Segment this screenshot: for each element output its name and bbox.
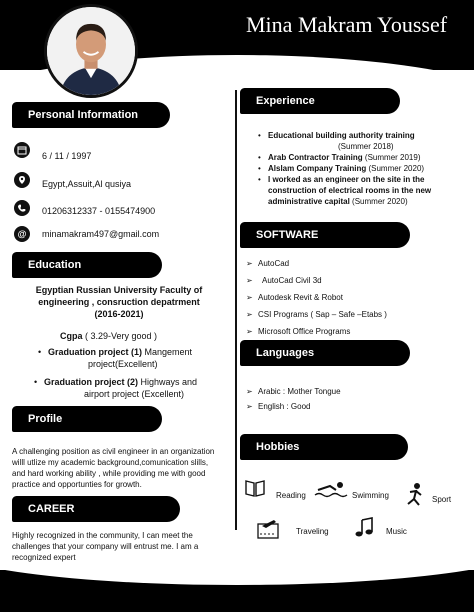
- section-software: SOFTWARE: [240, 222, 410, 248]
- runner-icon: [402, 482, 426, 508]
- phone-icon: [14, 200, 30, 216]
- software-item: ➢ Autodesk Revit & Robot: [258, 292, 458, 303]
- experience-title: Alslam Company Training: [268, 164, 367, 173]
- airplane-icon: [256, 516, 282, 540]
- profile-photo: [44, 4, 138, 98]
- software-item: ➢ AutoCad: [258, 258, 458, 269]
- gp2-value-2: airport project (Excellent): [84, 389, 185, 399]
- gp2-label: Graduation project (2): [44, 377, 139, 387]
- software-item: ➢ CSI Programs ( Sap – Safe –Etabs ): [258, 309, 458, 320]
- phone: 01206312337 - 0155474900: [42, 206, 156, 216]
- hobby-music: Music: [386, 527, 407, 536]
- section-profile: Profile: [12, 406, 162, 432]
- graduation-project-1: [48, 346, 228, 370]
- person-name: Mina Makram Youssef: [246, 12, 448, 37]
- gp1-value: Mangement: [144, 347, 193, 357]
- hobby-swimming: Swimming: [352, 491, 389, 500]
- career-line-1: Highly recognized in the community, I can meet the: [12, 531, 193, 540]
- gpa-value: ( 3.29-Very good ): [85, 331, 158, 341]
- experience-item: [268, 130, 464, 152]
- software-list: [258, 258, 458, 337]
- education-line-2: engineering , consruction depatrment: [38, 297, 200, 307]
- gp1-value-2: project(Excellent): [88, 359, 158, 369]
- section-career: CAREER: [12, 496, 180, 522]
- address: Egypt,Assuit,Al qusiya: [42, 179, 132, 189]
- profile-line-4: practice and opportunties for growth.: [12, 480, 142, 489]
- experience-title: I worked as an engineer on the site in the: [268, 175, 425, 184]
- experience-title: Educational building authority training: [268, 131, 415, 140]
- section-experience: Experience: [240, 88, 400, 114]
- experience-date: (Summer 2018): [338, 142, 394, 151]
- music-icon: [354, 516, 376, 540]
- software-item: ➢ Microsoft Office Programs: [258, 326, 458, 337]
- career-text: [12, 530, 226, 563]
- profile-text: [12, 446, 226, 490]
- experience-title-line-2: construction of electrical rooms in the new: [268, 186, 432, 195]
- career-line-3: recognized expert: [12, 553, 76, 562]
- languages-list: [258, 386, 458, 412]
- calendar-icon: [14, 142, 30, 158]
- section-personal-information: Personal Information: [12, 102, 170, 128]
- software-item: ➢ AutoCad Civil 3d: [258, 275, 458, 286]
- education-gpa: [60, 330, 157, 342]
- gpa-label: Cgpa: [60, 331, 83, 341]
- language-item: ➢ Arabic : Mother Tongue: [258, 386, 458, 397]
- experience-date: (Summer 2019): [364, 153, 421, 162]
- section-education: Education: [12, 252, 162, 278]
- education-line-3: (2016-2021): [94, 309, 144, 319]
- experience-list: [268, 130, 464, 207]
- hobby-traveling: Traveling: [296, 527, 329, 536]
- column-divider: [235, 90, 237, 530]
- education-line-1: Egyptian Russian University Faculty of: [35, 285, 203, 295]
- gp2-value: Highways and: [140, 377, 198, 387]
- location-icon: [14, 172, 30, 188]
- experience-item: [268, 152, 464, 163]
- swimmer-icon: [314, 480, 348, 498]
- language-item: ➢ English : Good: [258, 401, 458, 412]
- section-hobbies: Hobbies: [240, 434, 408, 460]
- experience-item: [268, 174, 464, 207]
- profile-line-1: A challenging position as civil engineer in an organization: [12, 447, 215, 456]
- profile-line-3: and hard working ability , while providing me with good: [12, 469, 206, 478]
- profile-line-2: willl utlize my academic background,comunication slills,: [12, 458, 209, 467]
- experience-title: Arab Contractor Training: [268, 153, 363, 162]
- education-university: [12, 284, 226, 320]
- hobby-sport: Sport: [432, 495, 452, 504]
- book-icon: [244, 478, 266, 498]
- career-line-2: challenges that your company will entrust me. I am a: [12, 542, 199, 551]
- hobby-reading: Reading: [276, 491, 306, 500]
- experience-item: [268, 163, 464, 174]
- section-languages: Languages: [240, 340, 410, 366]
- profile-photo-image: [47, 7, 135, 95]
- experience-date: (Summer 2020): [352, 197, 408, 206]
- graduation-project-2: [44, 376, 234, 400]
- experience-date: (Summer 2020): [368, 164, 425, 173]
- at-icon: @: [14, 226, 30, 242]
- email: minamakram497@gmail.com: [42, 229, 160, 239]
- gp1-label: Graduation project (1): [48, 347, 143, 357]
- experience-title-line-3: administrative capital: [268, 197, 350, 206]
- birthdate: 6 / 11 / 1997: [42, 151, 92, 161]
